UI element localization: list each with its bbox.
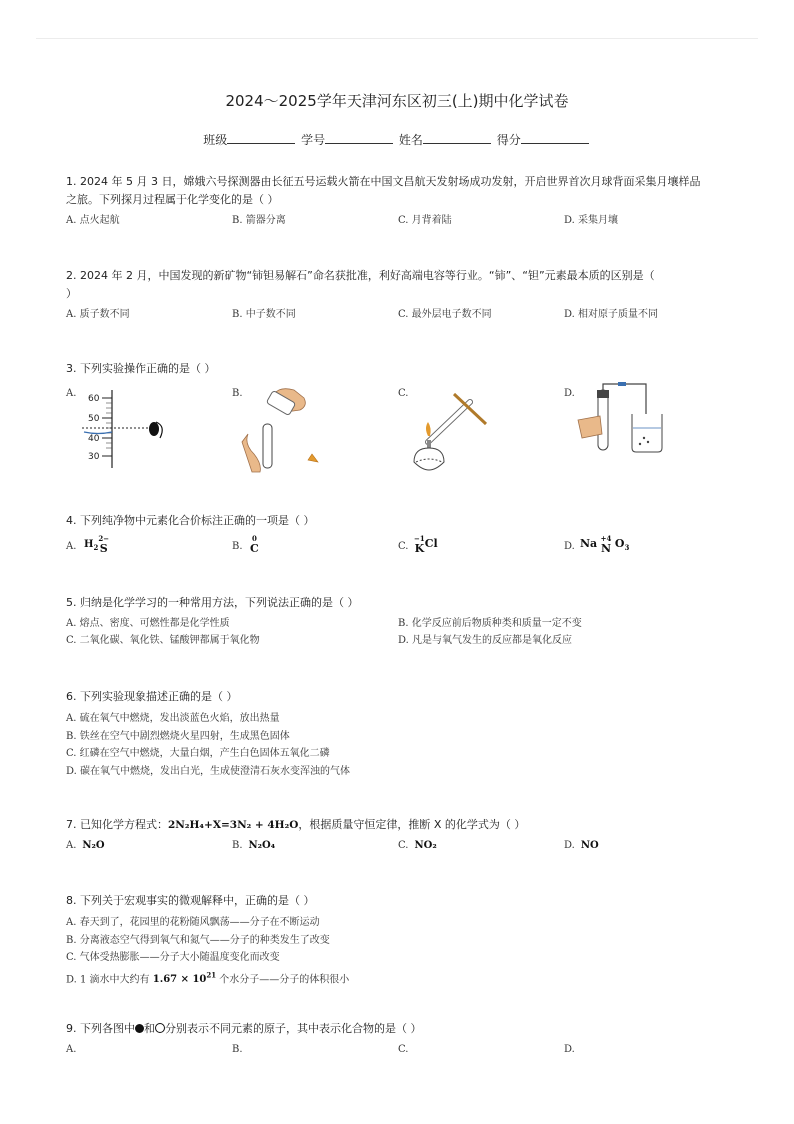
id-label: 学号 [301,133,326,147]
question-1-text [66,173,732,209]
question-8 [66,892,732,988]
option-a[interactable]: A. 熔点、密度、可燃性都是化学性质 [66,618,230,629]
q4-option-c-key[interactable]: C. [398,541,409,552]
class-label: 班级 [203,133,228,147]
q4-option-d-formula[interactable]: Na +4 N $O_3$ [580,534,630,555]
question-2 [66,267,732,325]
question-1-options [66,213,732,231]
question-5-text: 5. 归纳是化学学习的一种常用方法，下列说法正确的是（ ） [66,596,359,609]
option-c[interactable]: C. 气体受热膨胀——分子大小随温度变化而改变 [66,952,280,963]
hand-icon [578,416,602,438]
cylinder-reading-figure [80,386,180,472]
option-d[interactable]: D. 相对原子质量不同 [564,309,659,320]
q4-option-c-formula[interactable]: −1 K Cl [414,534,438,555]
option-c[interactable]: C. 二氧化碳、氧化铁、锰酸钾都属于氧化物 [66,635,260,646]
question-8-options [66,914,732,988]
question-2-options [66,307,732,325]
tick-label-60: 60 [88,394,100,404]
student-info-line [0,131,794,148]
option-a[interactable]: A. [66,1044,77,1055]
wick [427,440,431,448]
option-a[interactable]: A. 春天到了，花园里的花粉随风飘荡——分子在不断运动 [66,917,320,928]
option-d[interactable]: D. NO [564,840,599,851]
q4-option-d-key[interactable]: D. [564,541,575,552]
q3-option-d-key[interactable]: D. [564,388,575,399]
option-b[interactable]: B. 分离液态空气得到氧气和氮气——分子的种类发生了改变 [66,934,330,946]
class-blank[interactable] [227,133,295,144]
rubber-tube [618,382,626,386]
option-b[interactable]: B. 铁丝在空气中剧烈燃烧火星四射，生成黑色固体 [66,730,290,742]
question-1-line2: 之旅。下列探月过程属于化学变化的是（ ） [66,193,279,206]
question-4-text: 4. 下列纯净物中元素化合价标注正确的一项是（ ） [66,514,315,527]
option-c[interactable]: C. NO₂ [398,840,437,851]
option-a[interactable]: A. 硫在氧气中燃烧，发出淡蓝色火焰，放出热量 [66,713,280,724]
question-7-text: 7. 已知化学方程式：2N₂H₄+X=3N₂ + 4H₂O，根据质量守恒定律，推断 X 的化学式为（ ） [66,818,526,831]
question-8-text: 8. 下列关于宏观事实的微观解释中，正确的是（ ） [66,894,315,907]
eye-icon [149,422,159,436]
question-6-options [66,710,732,780]
name-blank[interactable] [423,133,491,144]
option-d[interactable]: D. 凡是与氧气发生的反应都是氧化反应 [398,635,573,646]
q3-option-a-key[interactable]: A. [66,388,77,399]
question-9 [66,1020,732,1060]
q3-option-b-key[interactable]: B. [232,388,243,399]
question-7 [66,816,732,856]
q4-option-b-key[interactable]: B. [232,541,243,552]
option-b[interactable]: B. 箭器分离 [232,215,286,226]
score-blank[interactable] [521,133,589,144]
meniscus [84,432,112,434]
exam-title: 2024～2025学年天津河东区初三(上)期中化学试卷 [225,92,569,110]
question-3-text: 3. 下列实验操作正确的是（ ） [66,362,216,375]
question-2-line2: ） [66,287,77,300]
option-d[interactable]: D. 碳在氧气中燃烧，发出白光，生成使澄清石灰水变浑浊的气体 [66,765,351,777]
option-d[interactable]: D. 采集月壤 [564,215,619,226]
question-9-options [66,1042,732,1060]
beaker [632,414,662,452]
question-3 [66,360,732,378]
option-d[interactable]: D. [564,1044,575,1055]
option-a[interactable]: A. 点火起航 [66,215,120,226]
header-divider [36,38,758,39]
option-d[interactable]: D. 1 滴水中大约有 $1.67 \times 10^{21}$ 个水分子——分子的体积很小 [66,970,350,985]
heating-tube-figure [406,384,496,476]
option-b[interactable]: B. 中子数不同 [232,309,296,320]
q3-option-c-key[interactable]: C. [398,388,409,399]
score-label: 得分 [496,133,521,147]
tick-label-30: 30 [88,452,100,462]
hand-holding-tube-icon [242,434,260,472]
option-b[interactable]: B. [232,1044,243,1055]
question-1 [66,173,732,231]
question-5-options [66,616,732,652]
q4-option-a-key[interactable]: A. [66,541,77,552]
black-atom-icon [135,1024,144,1033]
test-tube [263,424,272,468]
option-b[interactable]: B. 化学反应前后物质种类和质量一定不变 [398,618,582,629]
question-1-line1: 1. 2024 年 5 月 3 日，嫦娥六号探测器由长征五号运载火箭在中国文昌航天发射场成功发射，开启世界首次月球背面采集月壤样品 [66,175,701,188]
id-blank[interactable] [325,133,393,144]
option-a[interactable]: A. 质子数不同 [66,309,130,320]
option-c[interactable]: C. 最外层电子数不同 [398,309,492,320]
question-2-line1: 2. 2024 年 2 月，中国发现的新矿物“铈钽易解石”命名获批准，利好高端电容等行业。“铈”、“钽”元素最本质的区别是（ [66,269,655,282]
q4-option-a-formula[interactable]: $H_2$ 2− S [84,534,110,555]
pouring-liquid-figure [238,384,328,476]
option-a[interactable]: A. N₂O [66,840,105,851]
name-label: 姓名 [398,133,423,147]
question-6-text: 6. 下列实验现象描述正确的是（ ） [66,690,238,703]
option-b[interactable]: B. N₂O₄ [232,840,276,851]
question-6 [66,688,732,780]
tick-label-50: 50 [88,414,100,424]
question-7-options [66,838,732,856]
scientific-number: $1.67 \times 10^{21}$ [152,970,217,985]
question-9-text: 9. 下列各图中 和 分别表示不同元素的原子，其中表示化合物的是（ ） [66,1022,422,1035]
option-c[interactable]: C. 月背着陆 [398,215,452,226]
tick-label-40: 40 [88,434,100,444]
flame-icon [426,422,431,436]
chemical-equation: 2N₂H₄+X=3N₂ + 4H₂O [168,819,299,831]
question-2-text [66,267,732,303]
q4-option-b-formula[interactable]: 0 C [250,534,259,555]
option-c[interactable]: C. [398,1044,409,1055]
option-c[interactable]: C. 红磷在空气中燃烧，大量白烟，产生白色固体五氧化二磷 [66,748,330,759]
question-4 [66,512,732,530]
stopper [597,390,609,398]
white-atom-icon [155,1023,165,1033]
question-5 [66,594,732,652]
airtightness-figure [576,380,686,476]
bottle-stopper [308,454,318,462]
